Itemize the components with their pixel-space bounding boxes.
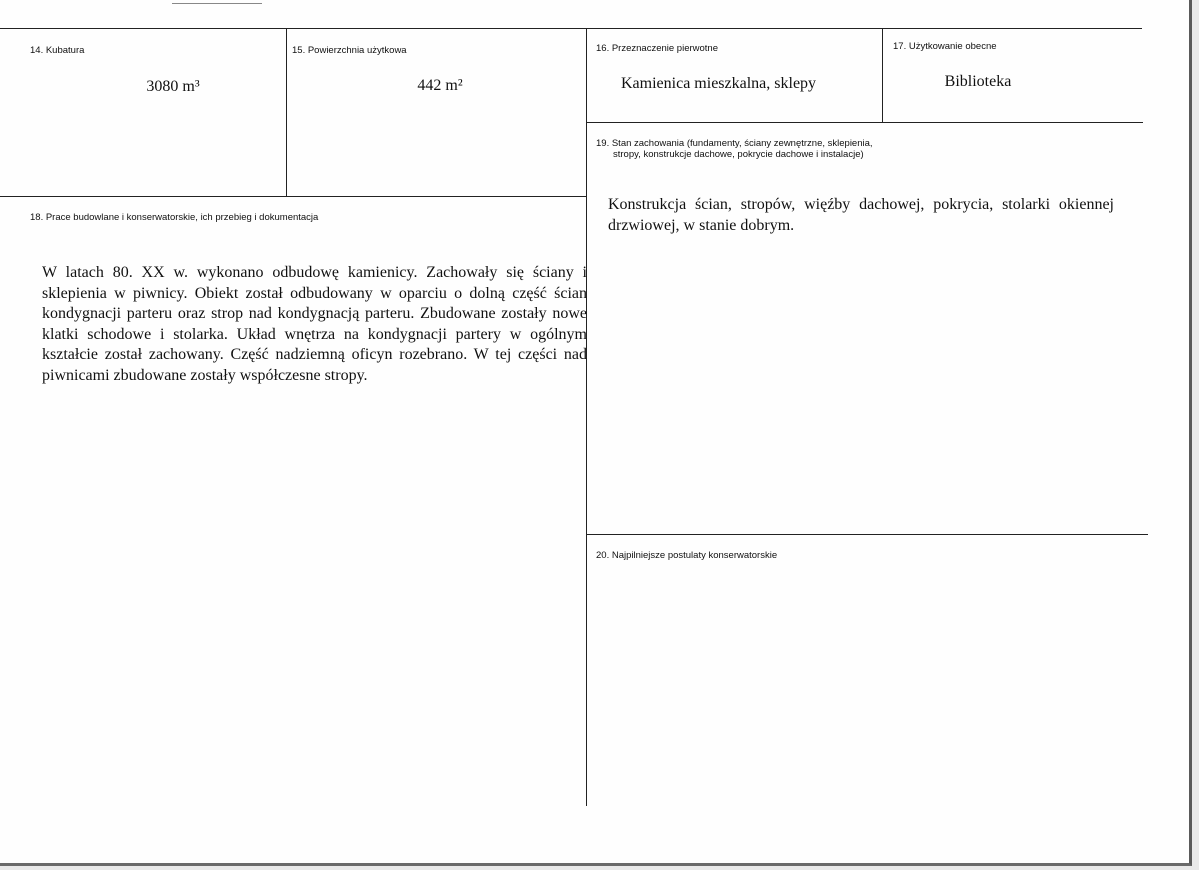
field-18-value: W latach 80. XX w. wykonano odbudowę kamienicy. Zachowały się ściany i sklepienia w piwnicy. Obiekt został odbudowany w oparciu o dolną część ścian kondygnacji parteru oraz strop nad kondygnacją parteru. Zbudowane zostały nowe klatki schodowe i stolarka. Układ wnętrza na kondygnacji partery w ogólnym kształcie został zachowany. Część nadziemną oficyn rozebrano. W tej części nad piwnicami zbudowane zostały współczesne stropy.	[42, 264, 587, 384]
field-15-label: 15. Powierzchnia użytkowa	[292, 45, 407, 56]
divider-row-16-19	[586, 122, 1143, 123]
field-19-label-line2: stropy, konstrukcje dachowe, pokrycie dachowe i instalacje)	[613, 149, 864, 160]
field-17-value: Biblioteka	[944, 73, 1012, 90]
divider-row-14-18	[0, 196, 587, 197]
field-19-label-line1: 19. Stan zachowania (fundamenty, ściany zewnętrzne, sklepienia,	[596, 138, 873, 149]
top-edge-mark	[172, 3, 262, 4]
field-19-value: Konstrukcja ścian, stropów, więźby dachowej, pokrycia, stolarki okiennej drzwiowej, w stanie dobrym.	[608, 196, 1114, 234]
field-14-label: 14. Kubatura	[30, 45, 85, 56]
field-16-value: Kamienica mieszkalna, sklepy	[621, 75, 817, 92]
divider-main-vertical	[586, 28, 587, 806]
divider-14-15	[286, 28, 287, 196]
field-15-value: 442 m²	[417, 77, 463, 94]
field-20-label: 20. Najpilniejsze postulaty konserwatorskie	[596, 550, 778, 561]
row-top-border	[0, 28, 1142, 29]
field-16-label: 16. Przeznaczenie pierwotne	[596, 43, 718, 54]
field-18-label: 18. Prace budowlane i konserwatorskie, ich przebieg i dokumentacja	[30, 212, 319, 223]
divider-row-19-20	[586, 534, 1148, 535]
field-17-label: 17. Użytkowanie obecne	[893, 41, 997, 52]
field-14-value: 3080 m³	[146, 78, 200, 95]
